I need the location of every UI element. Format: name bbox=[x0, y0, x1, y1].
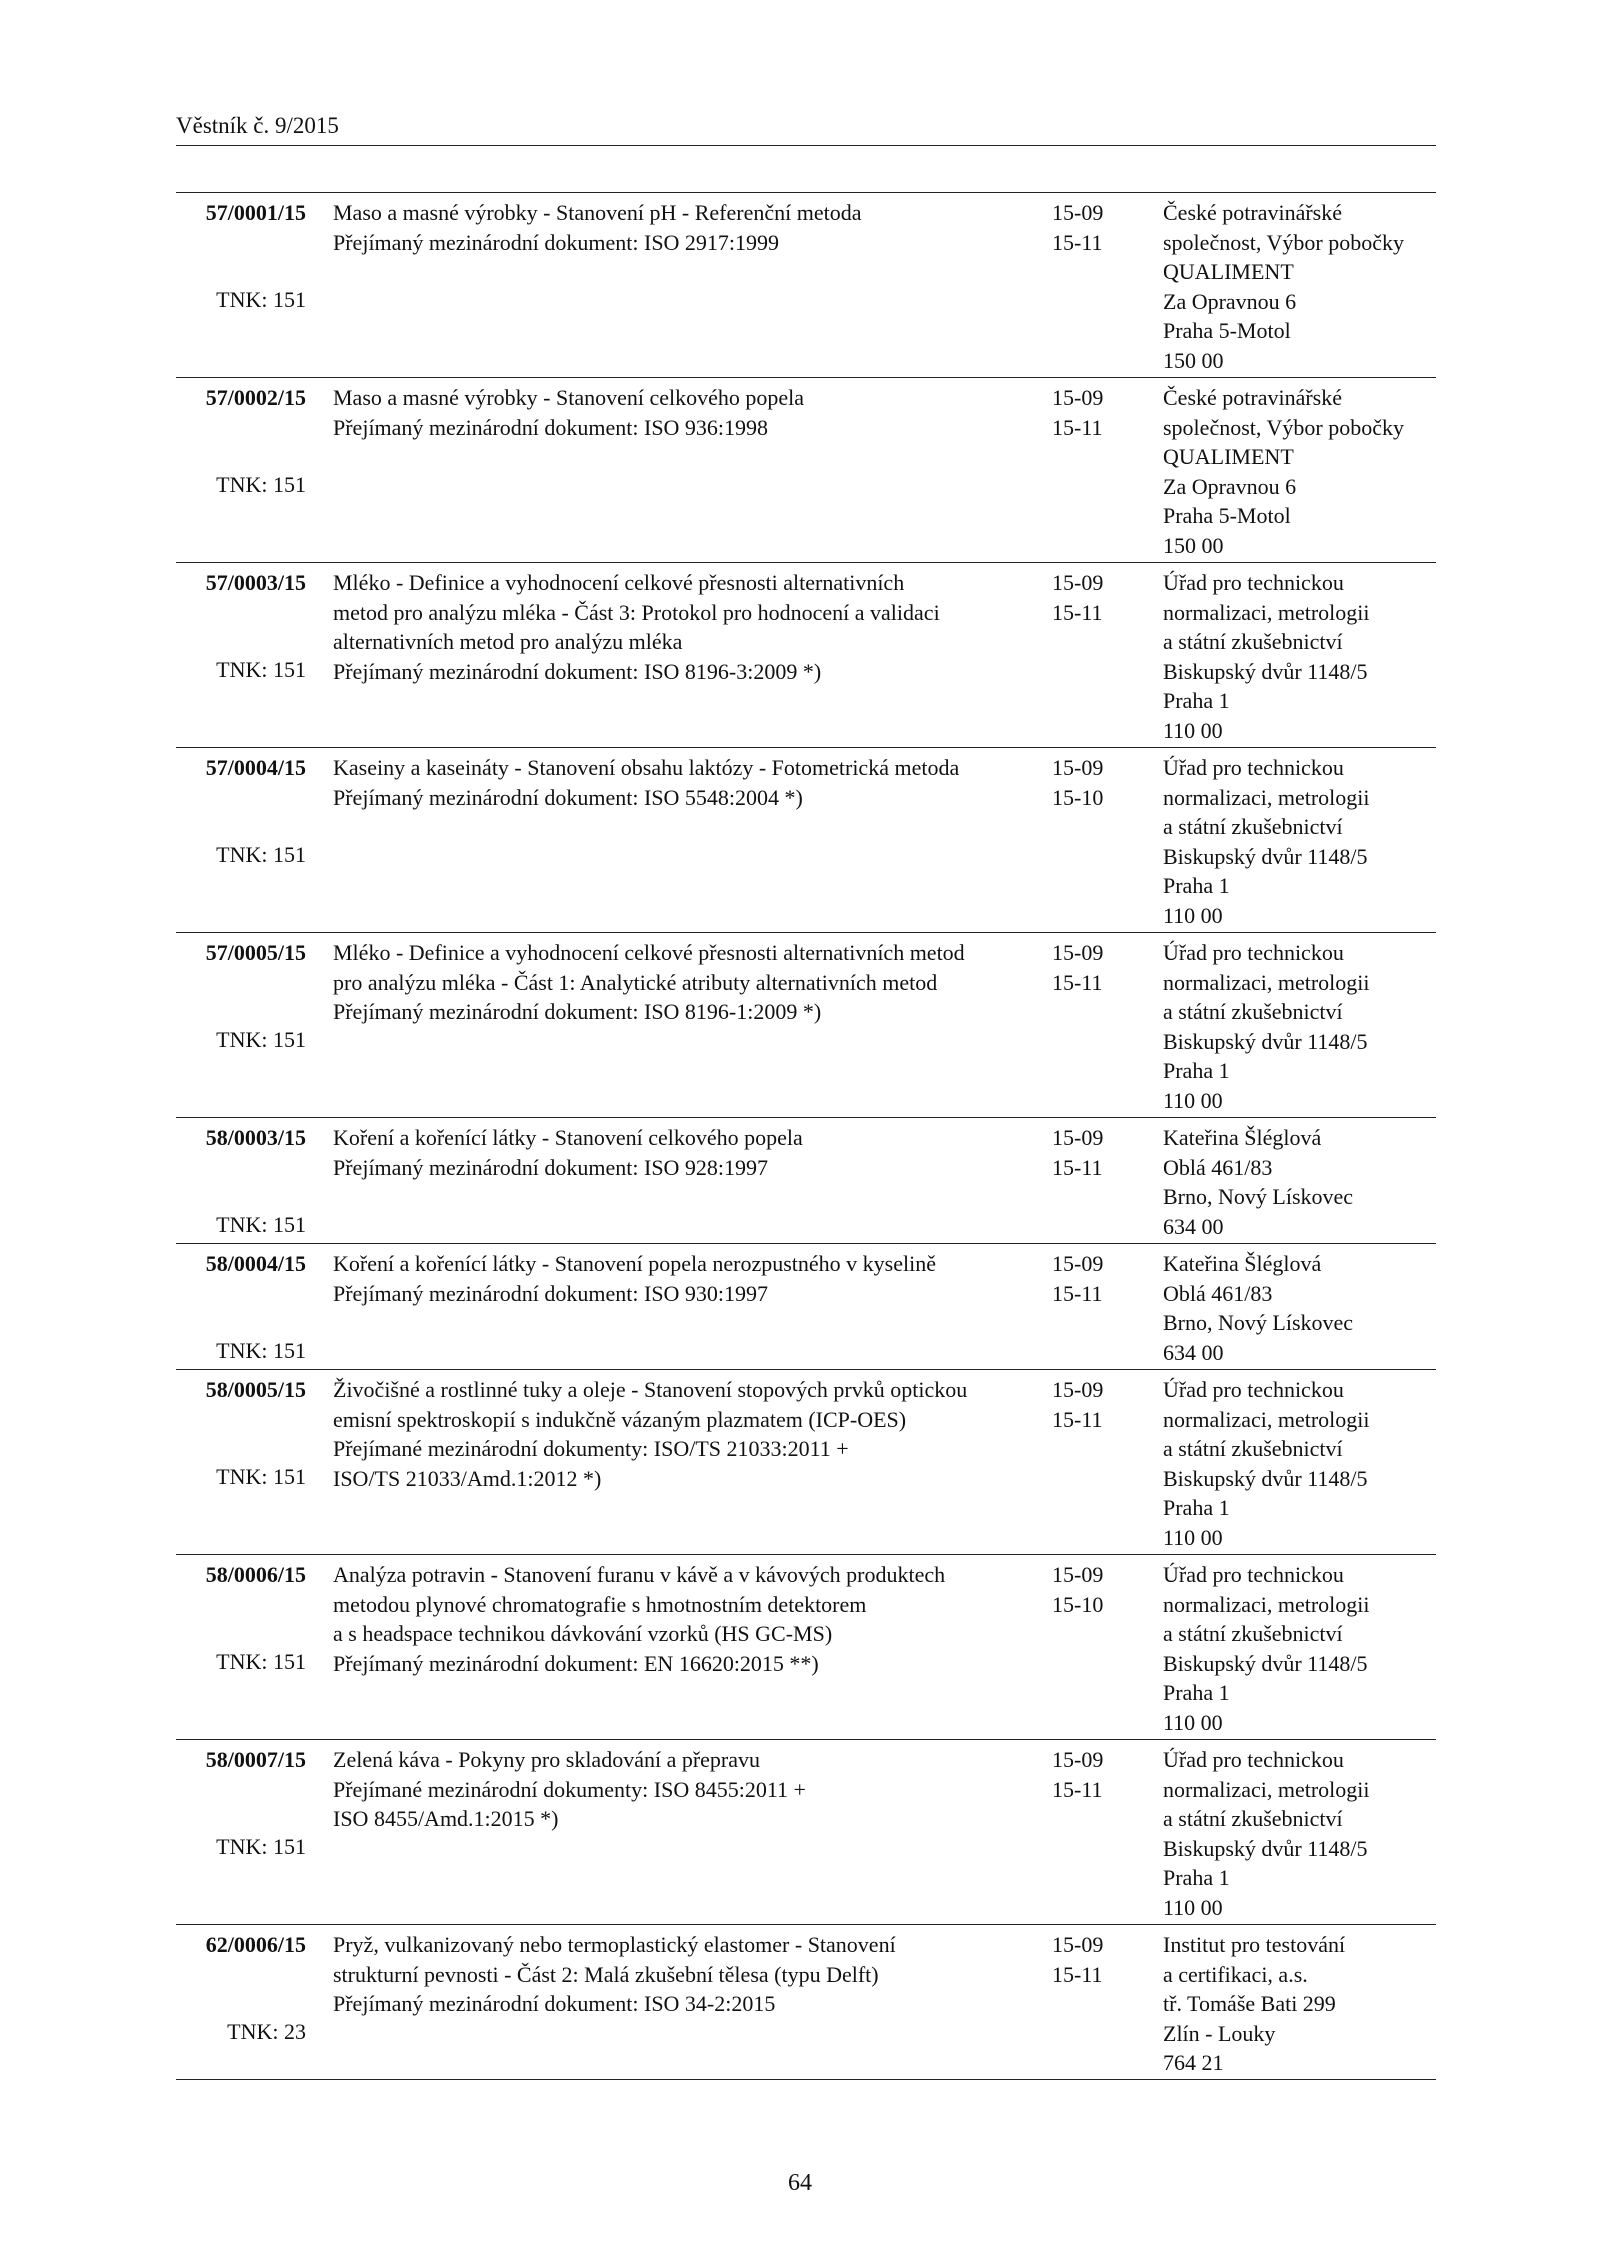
address-line: Brno, Nový Lískovec bbox=[1163, 1184, 1354, 1209]
table-row bbox=[176, 933, 1436, 1118]
row-tnk: TNK: 151 bbox=[216, 1027, 306, 1052]
date-line: 15-11 bbox=[1052, 414, 1103, 440]
address-line: QUALIMENT bbox=[1163, 444, 1294, 469]
address-line: Biskupský dvůr 1148/5 bbox=[1163, 658, 1368, 684]
date-line: 15-09 bbox=[1052, 200, 1104, 225]
address-line: Oblá 461/83 bbox=[1163, 1280, 1273, 1306]
address-line: Kateřina Šléglová bbox=[1163, 1251, 1322, 1276]
title-line: strukturní pevnosti - Část 2: Malá zkušební tělesa (typu Delft) bbox=[333, 1961, 879, 1987]
address-line: 110 00 bbox=[1163, 717, 1223, 743]
row-address bbox=[1163, 1123, 1438, 1241]
title-line: metodou plynové chromatografie s hmotnostním detektorem bbox=[333, 1591, 867, 1617]
date-line: 15-09 bbox=[1052, 385, 1104, 410]
address-line: normalizaci, metrologii bbox=[1163, 969, 1370, 995]
address-line: normalizaci, metrologii bbox=[1163, 1776, 1370, 1802]
row-address bbox=[1163, 383, 1438, 560]
address-line: a státní zkušebnictví bbox=[1163, 629, 1343, 654]
row-number: 58/0005/15 bbox=[205, 1377, 306, 1402]
table-row bbox=[176, 193, 1436, 378]
address-line: 110 00 bbox=[1163, 1087, 1223, 1113]
title-line: Přejímané mezinárodní dokumenty: ISO 8455:2011 + bbox=[333, 1776, 806, 1802]
title-line: metod pro analýzu mléka - Část 3: Protokol pro hodnocení a validaci bbox=[333, 599, 940, 625]
date-line: 15-11 bbox=[1052, 1776, 1103, 1802]
address-line: normalizaci, metrologii bbox=[1163, 599, 1370, 625]
address-line: tř. Tomáše Bati 299 bbox=[1163, 1991, 1336, 2016]
address-line: Praha 5-Motol bbox=[1163, 318, 1291, 343]
date-line: 15-09 bbox=[1052, 1932, 1104, 1957]
page-header: Věstník č. 9/2015 bbox=[176, 113, 339, 138]
date-line: 15-11 bbox=[1052, 229, 1103, 255]
address-line: Úřad pro technickou bbox=[1163, 1377, 1344, 1402]
row-tnk: TNK: 151 bbox=[216, 1649, 306, 1674]
date-line: 15-11 bbox=[1052, 1406, 1103, 1432]
date-line: 15-09 bbox=[1052, 940, 1104, 965]
title-line: Mléko - Definice a vyhodnocení celkové přesnosti alternativních metod bbox=[333, 940, 965, 965]
row-dates bbox=[1052, 1745, 1132, 1804]
address-line: Institut pro testování bbox=[1163, 1932, 1346, 1957]
standards-table bbox=[176, 192, 1436, 2080]
title-line: ISO/TS 21033/Amd.1:2012 *) bbox=[333, 1465, 602, 1491]
row-tnk: TNK: 151 bbox=[216, 842, 306, 867]
table-row bbox=[176, 563, 1436, 748]
title-line: Přejímaný mezinárodní dokument: ISO 928:1997 bbox=[333, 1154, 769, 1180]
address-line: Praha 1 bbox=[1163, 1680, 1230, 1705]
row-number: 58/0006/15 bbox=[205, 1562, 306, 1587]
table-row bbox=[176, 1555, 1436, 1740]
address-line: Úřad pro technickou bbox=[1163, 570, 1344, 595]
table-row bbox=[176, 1740, 1436, 1925]
address-line: 110 00 bbox=[1163, 1894, 1223, 1920]
date-line: 15-09 bbox=[1052, 1747, 1104, 1772]
date-line: 15-09 bbox=[1052, 1562, 1104, 1587]
title-line: Přejímané mezinárodní dokumenty: ISO/TS 21033:2011 + bbox=[333, 1436, 849, 1461]
row-number: 57/0003/15 bbox=[205, 570, 306, 595]
table-row bbox=[176, 1925, 1436, 2080]
address-line: Praha 1 bbox=[1163, 1058, 1230, 1083]
address-line: společnost, Výbor pobočky bbox=[1163, 229, 1404, 255]
date-line: 15-11 bbox=[1052, 599, 1103, 625]
address-line: Praha 1 bbox=[1163, 1865, 1230, 1890]
address-line: Za Opravnou 6 bbox=[1163, 473, 1297, 499]
address-line: a certifikaci, a.s. bbox=[1163, 1961, 1308, 1987]
date-line: 15-11 bbox=[1052, 1154, 1103, 1180]
row-dates bbox=[1052, 1375, 1132, 1434]
address-line: Úřad pro technickou bbox=[1163, 1562, 1344, 1587]
address-line: Úřad pro technickou bbox=[1163, 940, 1344, 965]
address-line: Praha 5-Motol bbox=[1163, 503, 1291, 528]
table-row bbox=[176, 1370, 1436, 1555]
row-address bbox=[1163, 568, 1438, 745]
row-tnk: TNK: 151 bbox=[216, 1212, 306, 1237]
row-number: 57/0001/15 bbox=[205, 200, 306, 225]
title-line: Živočišné a rostlinné tuky a oleje - Stanovení stopových prvků optickou bbox=[333, 1377, 968, 1402]
title-line: Přejímaný mezinárodní dokument: ISO 936:1998 bbox=[333, 414, 769, 440]
row-dates bbox=[1052, 568, 1132, 627]
address-line: normalizaci, metrologii bbox=[1163, 1406, 1370, 1432]
title-line: Zelená káva - Pokyny pro skladování a přepravu bbox=[333, 1747, 761, 1772]
row-tnk: TNK: 151 bbox=[216, 1464, 306, 1489]
date-line: 15-10 bbox=[1052, 1591, 1104, 1617]
address-line: Biskupský dvůr 1148/5 bbox=[1163, 843, 1368, 869]
title-line: Analýza potravin - Stanovení furanu v kávě a v kávových produktech bbox=[333, 1562, 946, 1587]
row-address bbox=[1163, 753, 1438, 930]
address-line: a státní zkušebnictví bbox=[1163, 1806, 1343, 1831]
address-line: a státní zkušebnictví bbox=[1163, 999, 1343, 1024]
title-line: Maso a masné výrobky - Stanovení celkového popela bbox=[333, 385, 805, 410]
date-line: 15-11 bbox=[1052, 969, 1103, 995]
title-line: Přejímaný mezinárodní dokument: ISO 8196-3:2009 *) bbox=[333, 658, 822, 684]
title-line: Kaseiny a kaseináty - Stanovení obsahu laktózy - Fotometrická metoda bbox=[333, 755, 960, 780]
title-line: Koření a kořenící látky - Stanovení celkového popela bbox=[333, 1125, 803, 1150]
row-tnk: TNK: 23 bbox=[227, 2019, 306, 2044]
address-line: Zlín - Louky bbox=[1163, 2020, 1276, 2046]
row-address bbox=[1163, 198, 1438, 375]
address-line: společnost, Výbor pobočky bbox=[1163, 414, 1404, 440]
title-line: Pryž, vulkanizovaný nebo termoplastický elastomer - Stanovení bbox=[333, 1932, 896, 1957]
address-line: a státní zkušebnictví bbox=[1163, 1436, 1343, 1461]
title-line: Přejímaný mezinárodní dokument: ISO 930:1997 bbox=[333, 1280, 769, 1306]
title-line: emisní spektroskopií s indukčně vázaným plazmatem (ICP-OES) bbox=[333, 1406, 907, 1432]
date-line: 15-11 bbox=[1052, 1961, 1103, 1987]
row-dates bbox=[1052, 1930, 1132, 1989]
row-dates bbox=[1052, 753, 1132, 812]
table-row bbox=[176, 1244, 1436, 1370]
title-line: Přejímaný mezinárodní dokument: ISO 8196-1:2009 *) bbox=[333, 999, 822, 1024]
date-line: 15-09 bbox=[1052, 1251, 1104, 1276]
title-line: Přejímaný mezinárodní dokument: EN 16620:2015 **) bbox=[333, 1650, 819, 1676]
title-line: Koření a kořenící látky - Stanovení popela nerozpustného v kyselině bbox=[333, 1251, 936, 1276]
row-tnk: TNK: 151 bbox=[216, 1834, 306, 1859]
date-line: 15-10 bbox=[1052, 784, 1104, 810]
row-dates bbox=[1052, 1560, 1132, 1619]
header-rule bbox=[176, 145, 1436, 146]
title-line: a s headspace technikou dávkování vzorků (HS GC-MS) bbox=[333, 1621, 833, 1646]
row-number: 58/0007/15 bbox=[205, 1747, 306, 1772]
row-number: 58/0003/15 bbox=[205, 1125, 306, 1150]
row-tnk: TNK: 151 bbox=[216, 287, 306, 312]
address-line: Praha 1 bbox=[1163, 873, 1230, 898]
row-tnk: TNK: 151 bbox=[216, 1338, 306, 1363]
address-line: 150 00 bbox=[1163, 532, 1224, 558]
row-address bbox=[1163, 938, 1438, 1115]
row-address bbox=[1163, 1930, 1438, 2078]
title-line: Přejímaný mezinárodní dokument: ISO 34-2:2015 bbox=[333, 1991, 776, 2016]
address-line: a státní zkušebnictví bbox=[1163, 1621, 1343, 1646]
date-line: 15-09 bbox=[1052, 1125, 1104, 1150]
row-address bbox=[1163, 1745, 1438, 1922]
address-line: Za Opravnou 6 bbox=[1163, 288, 1297, 314]
row-number: 57/0002/15 bbox=[205, 385, 306, 410]
date-line: 15-09 bbox=[1052, 755, 1104, 780]
address-line: 634 00 bbox=[1163, 1213, 1224, 1239]
row-dates bbox=[1052, 383, 1132, 442]
address-line: Kateřina Šléglová bbox=[1163, 1125, 1322, 1150]
table-row bbox=[176, 378, 1436, 563]
row-dates bbox=[1052, 938, 1132, 997]
row-number: 57/0004/15 bbox=[205, 755, 306, 780]
address-line: Oblá 461/83 bbox=[1163, 1154, 1273, 1180]
row-tnk: TNK: 151 bbox=[216, 472, 306, 497]
address-line: České potravinářské bbox=[1163, 200, 1342, 225]
title-line: alternativních metod pro analýzu mléka bbox=[333, 629, 683, 654]
address-line: 110 00 bbox=[1163, 902, 1223, 928]
title-line: pro analýzu mléka - Část 1: Analytické atributy alternativních metod bbox=[333, 969, 938, 995]
table-row bbox=[176, 748, 1436, 933]
address-line: Úřad pro technickou bbox=[1163, 1747, 1344, 1772]
address-line: 634 00 bbox=[1163, 1339, 1224, 1365]
title-line: Maso a masné výrobky - Stanovení pH - Referenční metoda bbox=[333, 200, 862, 225]
date-line: 15-09 bbox=[1052, 1377, 1104, 1402]
address-line: Biskupský dvůr 1148/5 bbox=[1163, 1465, 1368, 1491]
address-line: normalizaci, metrologii bbox=[1163, 784, 1370, 810]
row-dates bbox=[1052, 198, 1132, 257]
address-line: Praha 1 bbox=[1163, 688, 1230, 713]
address-line: Úřad pro technickou bbox=[1163, 755, 1344, 780]
address-line: Brno, Nový Lískovec bbox=[1163, 1310, 1354, 1335]
address-line: a státní zkušebnictví bbox=[1163, 814, 1343, 839]
address-line: Praha 1 bbox=[1163, 1495, 1230, 1520]
row-address bbox=[1163, 1249, 1438, 1367]
row-address bbox=[1163, 1560, 1438, 1737]
row-number: 58/0004/15 bbox=[205, 1251, 306, 1276]
address-line: Biskupský dvůr 1148/5 bbox=[1163, 1835, 1368, 1861]
row-number: 57/0005/15 bbox=[205, 940, 306, 965]
table-row bbox=[176, 1118, 1436, 1244]
address-line: Biskupský dvůr 1148/5 bbox=[1163, 1650, 1368, 1676]
row-address bbox=[1163, 1375, 1438, 1552]
date-line: 15-09 bbox=[1052, 570, 1104, 595]
title-line: ISO 8455/Amd.1:2015 *) bbox=[333, 1806, 559, 1831]
row-dates bbox=[1052, 1249, 1132, 1308]
page-number: 64 bbox=[788, 2170, 812, 2196]
title-line: Mléko - Definice a vyhodnocení celkové přesnosti alternativních bbox=[333, 570, 905, 595]
date-line: 15-11 bbox=[1052, 1280, 1103, 1306]
row-tnk: TNK: 151 bbox=[216, 657, 306, 682]
address-line: 110 00 bbox=[1163, 1524, 1223, 1550]
address-line: QUALIMENT bbox=[1163, 259, 1294, 284]
address-line: 150 00 bbox=[1163, 347, 1224, 373]
address-line: Biskupský dvůr 1148/5 bbox=[1163, 1028, 1368, 1054]
address-line: 110 00 bbox=[1163, 1709, 1223, 1735]
title-line: Přejímaný mezinárodní dokument: ISO 5548:2004 *) bbox=[333, 784, 803, 810]
row-dates bbox=[1052, 1123, 1132, 1182]
address-line: 764 21 bbox=[1163, 2050, 1224, 2075]
address-line: České potravinářské bbox=[1163, 385, 1342, 410]
title-line: Přejímaný mezinárodní dokument: ISO 2917:1999 bbox=[333, 229, 780, 255]
row-number: 62/0006/15 bbox=[205, 1932, 306, 1957]
address-line: normalizaci, metrologii bbox=[1163, 1591, 1370, 1617]
